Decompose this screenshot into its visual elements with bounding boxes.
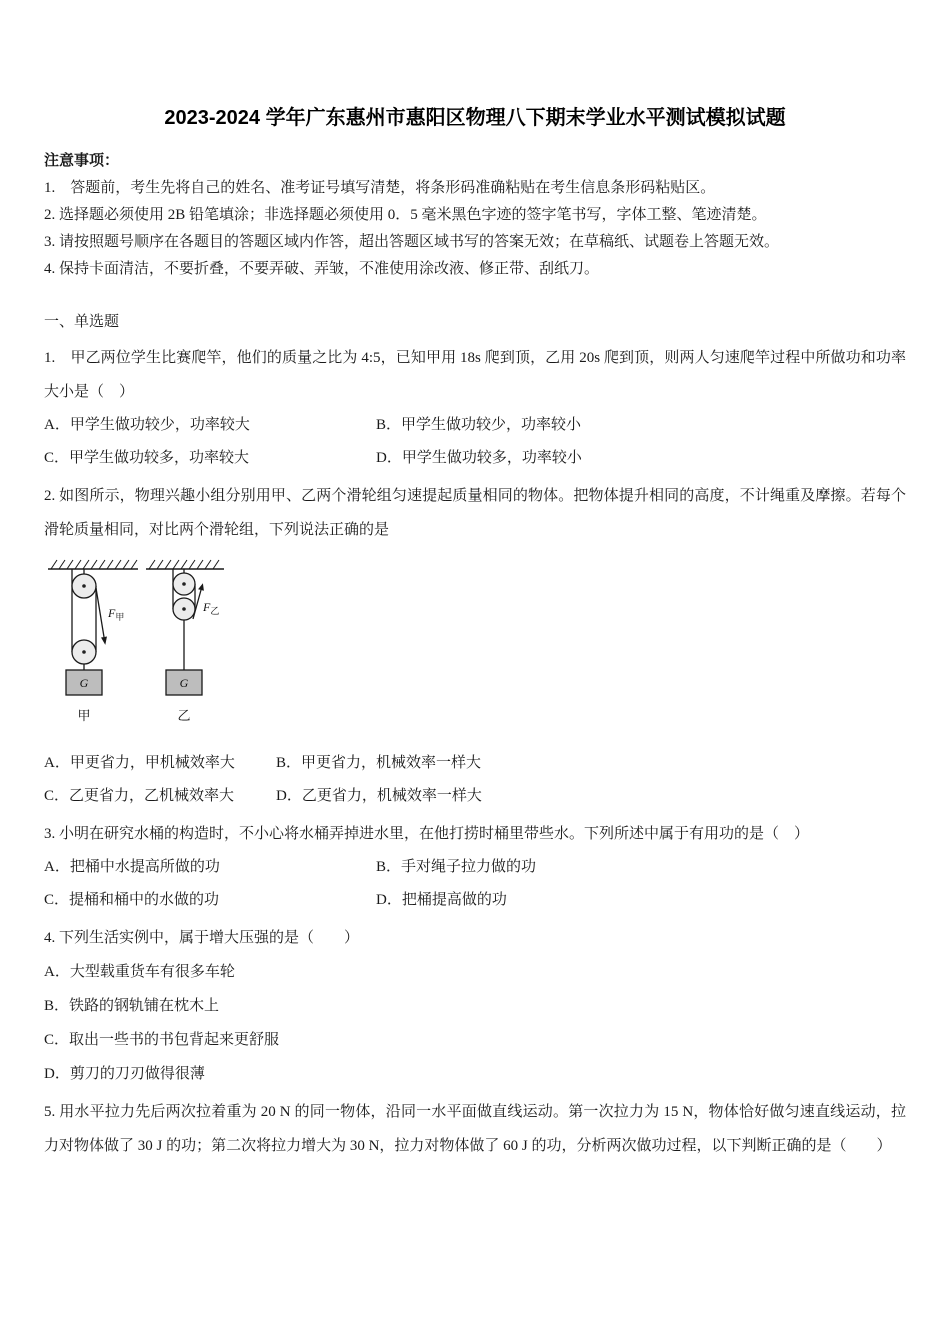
- notice-item: 2. 选择题必须使用 2B 铅笔填涂；非选择题必须使用 0．5 毫米黑色字迹的签字笔书写，字体工整、笔迹清楚。: [44, 207, 767, 223]
- question-4-option-c: C．取出一些书的书包背起来更舒服: [44, 1032, 280, 1048]
- question-1-option-a: A．甲学生做功较少，功率较大: [44, 417, 250, 433]
- question-1-option-d: D．甲学生做功较多，功率较小: [376, 450, 582, 466]
- question-1-options: [44, 409, 906, 475]
- left-force-arrow: [96, 588, 107, 645]
- left-weight-label: G: [79, 676, 89, 690]
- question-3-option-d: D．把桶提高做的功: [376, 892, 507, 908]
- notice-item: 4. 保持卡面清洁，不要折叠，不要弄破、弄皱，不准使用涂改液、修正带、刮纸刀。: [44, 261, 600, 277]
- left-system-label: 甲: [77, 708, 91, 723]
- question-4: [44, 921, 906, 1091]
- left-force-label: $F_甲$: [108, 606, 125, 622]
- notice-heading: 注意事项：: [44, 153, 120, 169]
- question-2-stem: 2. 如图所示，物理兴趣小组分别用甲、乙两个滑轮组匀速提起质量相同的物体。把物体提升相同的高度，不计绳重及摩擦。若每个滑轮质量相同，对比两个滑轮组，下列说法正确的是: [44, 488, 906, 538]
- question-1-option-b: B．甲学生做功较少，功率较小: [376, 417, 582, 433]
- left-ceiling: [48, 560, 138, 569]
- question-3-option-b: B．手对绳子拉力做的功: [376, 859, 537, 875]
- question-4-stem: 4. 下列生活实例中，属于增大压强的是（ ）: [44, 930, 360, 946]
- question-3-option-a: A．把桶中水提高所做的功: [44, 859, 220, 875]
- right-ceiling: [146, 560, 224, 569]
- question-1-option-c: C．甲学生做功较多，功率较大: [44, 450, 250, 466]
- notice-item: 1. 答题前，考生先将自己的姓名、准考证号填写清楚，将条形码准确粘贴在考生信息条形码粘贴区。: [44, 180, 716, 196]
- question-5-stem: 5. 用水平拉力先后两次拉着重为 20 N 的同一物体，沿同一水平面做直线运动。第一次拉力为 15 N，物体恰好做匀速直线运动，拉力对物体做了 30 J 的功；第二次将拉力增大为 30 N，拉力对物体做了 60 J 的功，分析两次做功过程，以下判断正确的是（ ）: [44, 1104, 906, 1154]
- pulley-diagram: [46, 557, 228, 727]
- question-5: [44, 1095, 906, 1163]
- question-4-option-d: D．剪刀的刀刃做得很薄: [44, 1066, 205, 1082]
- question-4-option-a: A．大型载重货车有很多车轮: [44, 964, 235, 980]
- question-2: [44, 479, 906, 813]
- question-3-stem: 3. 小明在研究水桶的构造时，不小心将水桶弄掉进水里，在他打捞时桶里带些水。下列所述中属于有用功的是（ ）: [44, 826, 810, 842]
- question-2-option-b: B．甲更省力，机械效率一样大: [276, 755, 482, 771]
- right-force-label: $F_乙$: [203, 600, 220, 616]
- question-4-options: [44, 955, 906, 1091]
- question-3: [44, 817, 906, 917]
- question-2-option-c: C．乙更省力，乙机械效率大: [44, 788, 235, 804]
- section-heading: 一、单选题: [44, 314, 120, 330]
- question-2-option-a: A．甲更省力，甲机械效率大: [44, 755, 235, 771]
- right-system-label: 乙: [177, 708, 191, 723]
- question-3-options: [44, 851, 906, 917]
- question-1: [44, 341, 906, 475]
- question-3-option-c: C．提桶和桶中的水做的功: [44, 892, 220, 908]
- question-2-option-d: D．乙更省力，机械效率一样大: [276, 788, 482, 804]
- question-2-options: [44, 747, 906, 813]
- notice-item: 3. 请按照题号顺序在各题目的答题区域内作答，超出答题区域书写的答案无效；在草稿纸、试题卷上答题无效。: [44, 234, 780, 250]
- question-1-stem: 1. 甲乙两位学生比赛爬竿，他们的质量之比为 4:5，已知甲用 18s 爬到顶，乙用 20s 爬到顶，则两人匀速爬竿过程中所做功和功率大小是（ ）: [44, 350, 906, 400]
- notice-section: [44, 148, 906, 283]
- question-4-option-b: B．铁路的钢轨铺在枕木上: [44, 998, 220, 1014]
- page-title: 2023-2024 学年广东惠州市惠阳区物理八下期末学业水平测试模拟试题: [164, 107, 786, 129]
- right-weight-label: G: [179, 676, 189, 690]
